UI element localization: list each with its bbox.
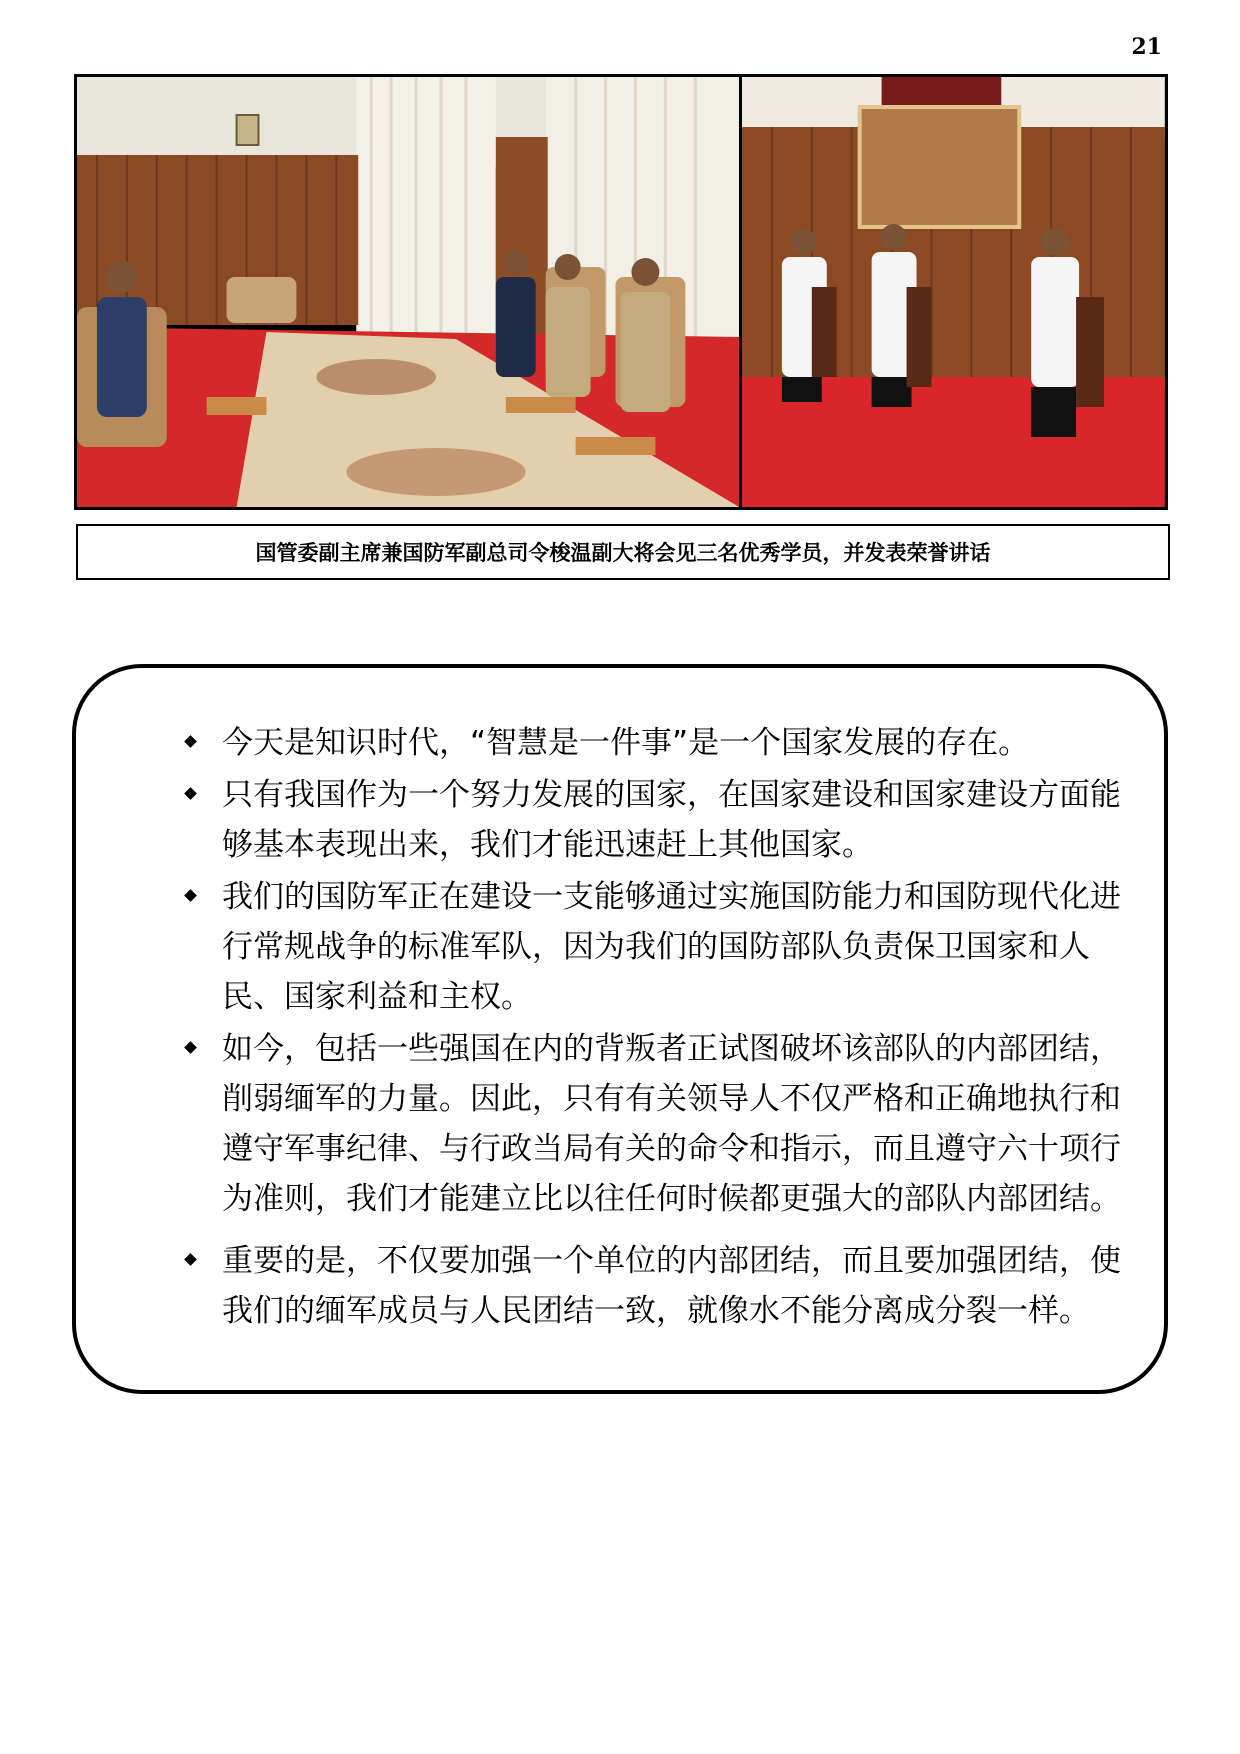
- photo-caption: [76, 524, 1170, 580]
- diamond-bullet-icon: [184, 1253, 197, 1266]
- diamond-bullet-icon: [184, 889, 197, 902]
- bullet-item: [146, 1024, 1146, 1224]
- diamond-bullet-icon: [184, 735, 197, 748]
- diamond-bullet-icon: [184, 1041, 197, 1054]
- meeting-room-illustration: [77, 77, 739, 507]
- bullet-item: [146, 718, 1146, 768]
- caption-text: 国管委副主席兼国防军副总司令梭温副大将会见三名优秀学员，并发表荣誉讲话: [255, 541, 991, 565]
- bullet-item: [146, 1236, 1146, 1336]
- bullet-item: [146, 770, 1146, 870]
- bullet-text: 只有我国作为一个努力发展的国家，在国家建设和国家建设方面能够基本表现出来，我们才能迅速赶上其他国家。: [222, 777, 1121, 863]
- content-box: [72, 664, 1168, 1394]
- outstanding-cadets-photo: [742, 77, 1165, 507]
- page-number: 21: [1131, 34, 1162, 60]
- bullet-list: [146, 718, 1146, 1338]
- bullet-text: 重要的是，不仅要加强一个单位的内部团结，而且要加强团结，使我们的缅军成员与人民团结一致，就像水不能分离成分裂一样。: [222, 1243, 1121, 1329]
- meeting-room-photo: [77, 77, 739, 507]
- photo-frame: [74, 74, 1168, 510]
- bullet-text: 今天是知识时代，“智慧是一件事”是一个国家发展的存在。: [222, 725, 1030, 761]
- bullet-item: [146, 872, 1146, 1022]
- diamond-bullet-icon: [184, 787, 197, 800]
- cadets-illustration: [742, 77, 1165, 507]
- bullet-text: 我们的国防军正在建设一支能够通过实施国防能力和国防现代化进行常规战争的标准军队，因为我们的国防部队负责保卫国家和人民、国家利益和主权。: [222, 879, 1121, 1015]
- bullet-text: 如今，包括一些强国在内的背叛者正试图破坏该部队的内部团结，削弱缅军的力量。因此，只有有关领导人不仅严格和正确地执行和遵守军事纪律、与行政当局有关的命令和指示，而且遵守六十项行为准则，我们才能建立比以往任何时候都更强大的部队内部团结。: [222, 1031, 1121, 1217]
